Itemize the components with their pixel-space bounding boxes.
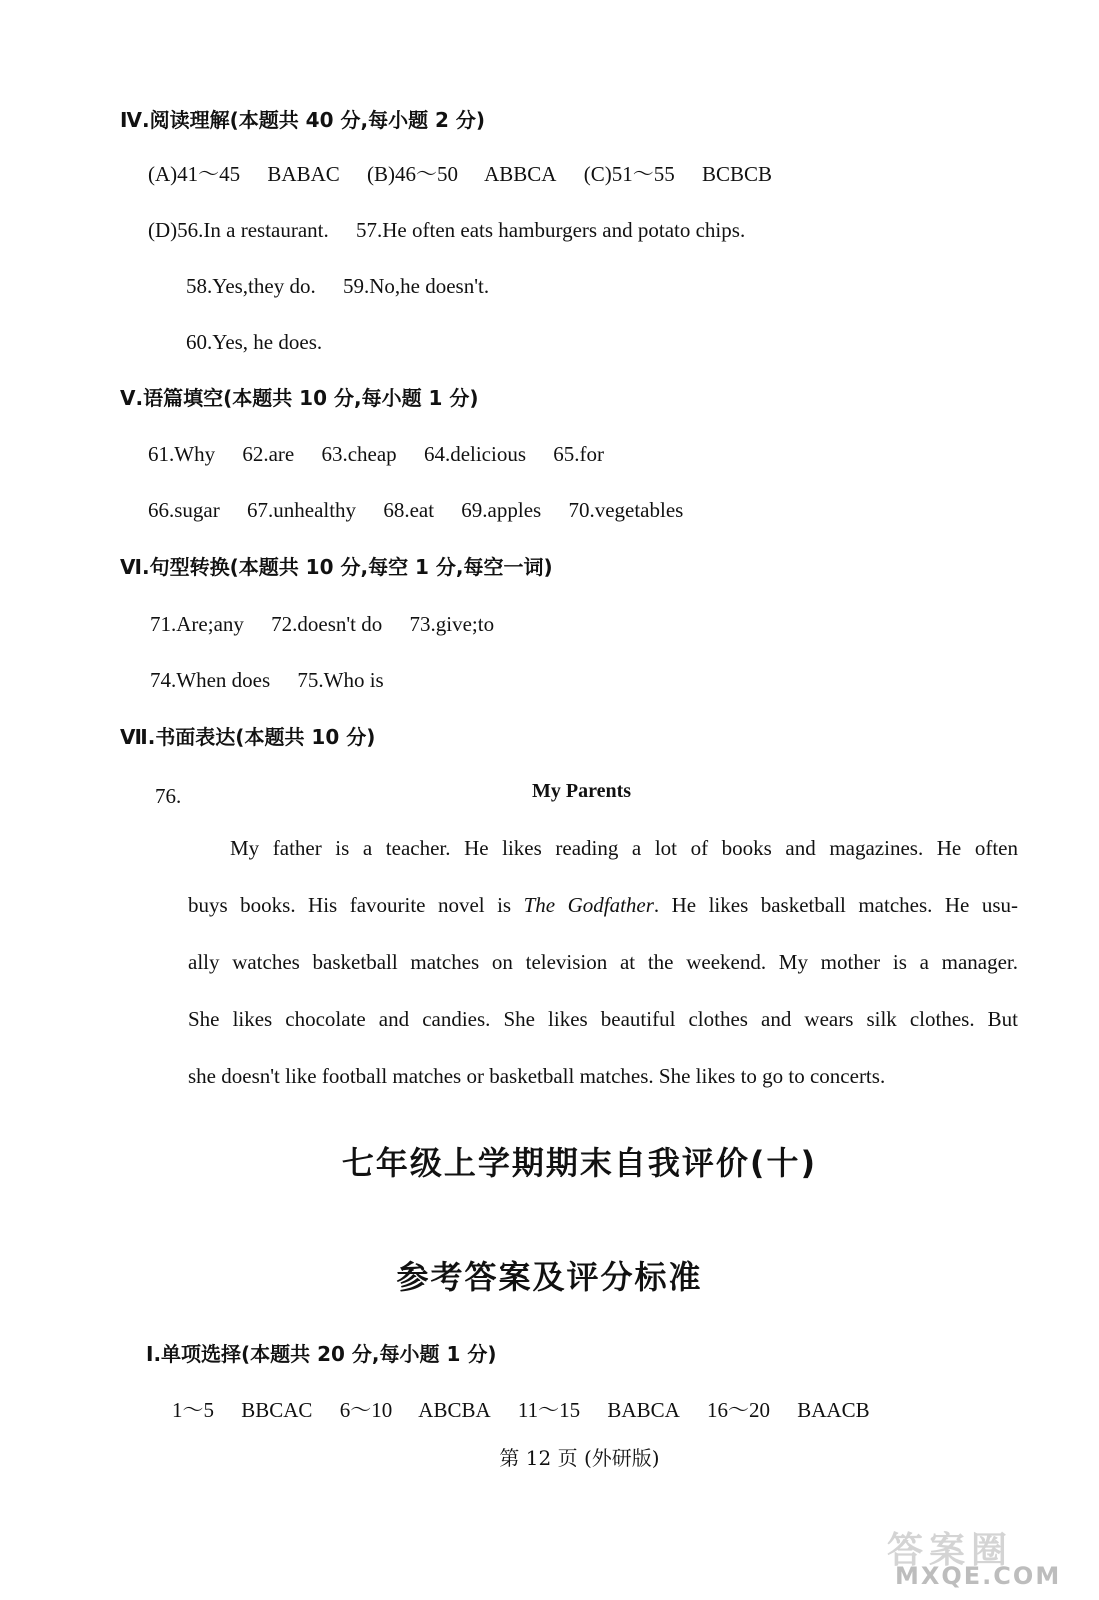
answer-59: 59.No,he doesn't. — [342, 274, 490, 298]
answer-57: 57.He often eats hamburgers and potato chips. — [356, 218, 746, 242]
answer-item: 63.cheap — [321, 442, 397, 466]
page-footer: 第 12 页 (外研版) — [499, 1446, 660, 1470]
section-5-header: Ⅴ.语篇填空(本题共 10 分,每小题 1 分) — [120, 386, 479, 410]
section-1-header: Ⅰ.单项选择(本题共 20 分,每小题 1 分) — [146, 1342, 497, 1366]
answer-item: 75.Who is — [297, 668, 384, 692]
section-4-line-2 — [148, 218, 745, 242]
answer-key: BBCAC — [241, 1398, 313, 1422]
section-4-header: Ⅳ.阅读理解(本题共 40 分,每小题 2 分) — [120, 108, 486, 132]
answer-item: 66.sugar — [148, 498, 220, 522]
section-6-line-1 — [150, 612, 494, 636]
section-4-line-1 — [148, 162, 772, 186]
answer-key: ABBCA — [484, 162, 557, 186]
watermark-text: 答案圈 — [887, 1530, 1014, 1571]
answer-key: BABAC — [267, 162, 340, 186]
answer-item: 67.unhealthy — [247, 498, 357, 522]
essay-text: buys books. His favourite novel is — [188, 893, 524, 917]
answer-range: (A)41～45 — [148, 162, 241, 186]
answer-item: 74.When does — [150, 668, 271, 692]
essay-title: My Parents — [532, 780, 632, 802]
answer-item: 62.are — [242, 442, 295, 466]
question-number: 76. — [155, 784, 182, 808]
answer-item: 61.Why — [148, 442, 216, 466]
essay-line: she doesn't like football matches or basketball matches. She likes to go to concerts. — [188, 1064, 886, 1088]
novel-title: The Godfather — [523, 893, 654, 917]
essay-line: My father is a teacher. He likes reading a lot of books and magazines. He often — [230, 836, 1018, 860]
essay-body — [188, 820, 1018, 1105]
answer-item: 71.Are;any — [150, 612, 244, 636]
section-5-line-2 — [148, 498, 683, 522]
answer-range: 1～5 — [172, 1398, 214, 1422]
essay-line: She likes chocolate and candies. She likes beautiful clothes and wears silk clothes. But — [188, 1007, 1018, 1031]
answer-item: 70.vegetables — [568, 498, 684, 522]
essay-line: ally watches basketball matches on television at the weekend. My mother is a manager. — [188, 950, 1018, 974]
answer-56: (D)56.In a restaurant. — [148, 218, 329, 242]
answer-range: 6～10 — [339, 1398, 393, 1422]
section-5-line-1 — [148, 442, 604, 466]
answer-item: 73.give;to — [409, 612, 495, 636]
section-6-line-2 — [150, 668, 384, 692]
answer-item: 69.apples — [461, 498, 542, 522]
watermark-logo — [887, 1522, 1087, 1592]
section-6-header: Ⅵ.句型转换(本题共 10 分,每空 1 分,每空一词) — [120, 555, 553, 579]
essay-line — [188, 877, 1018, 934]
answer-item: 68.eat — [383, 498, 435, 522]
essay-text: . He likes basketball matches. He usu- — [653, 893, 1019, 917]
answer-item: 64.delicious — [423, 442, 527, 466]
answer-key: ABCBA — [418, 1398, 491, 1422]
answer-title: 参考答案及评分标准 — [396, 1258, 703, 1296]
answer-58: 58.Yes,they do. — [186, 274, 316, 298]
answer-key: BCBCB — [701, 162, 773, 186]
answer-key: BAACB — [797, 1398, 870, 1422]
watermark-url: MXQE.COM — [895, 1562, 1062, 1590]
section-7-header: Ⅶ.书面表达(本题共 10 分) — [120, 725, 376, 749]
exam-title: 七年级上学期期末自我评价(十) — [341, 1144, 818, 1182]
answer-range: (C)51～55 — [583, 162, 675, 186]
answer-range: (B)46～50 — [367, 162, 459, 186]
answer-range: 16～20 — [707, 1398, 770, 1422]
answer-item: 65.for — [553, 442, 605, 466]
section-4-line-3 — [186, 274, 489, 298]
answer-key: BABCA — [607, 1398, 680, 1422]
answer-item: 72.doesn't do — [271, 612, 383, 636]
answer-60: 60.Yes, he does. — [186, 330, 323, 354]
section-1-line-1 — [172, 1398, 870, 1422]
answer-range: 11～15 — [517, 1398, 581, 1422]
